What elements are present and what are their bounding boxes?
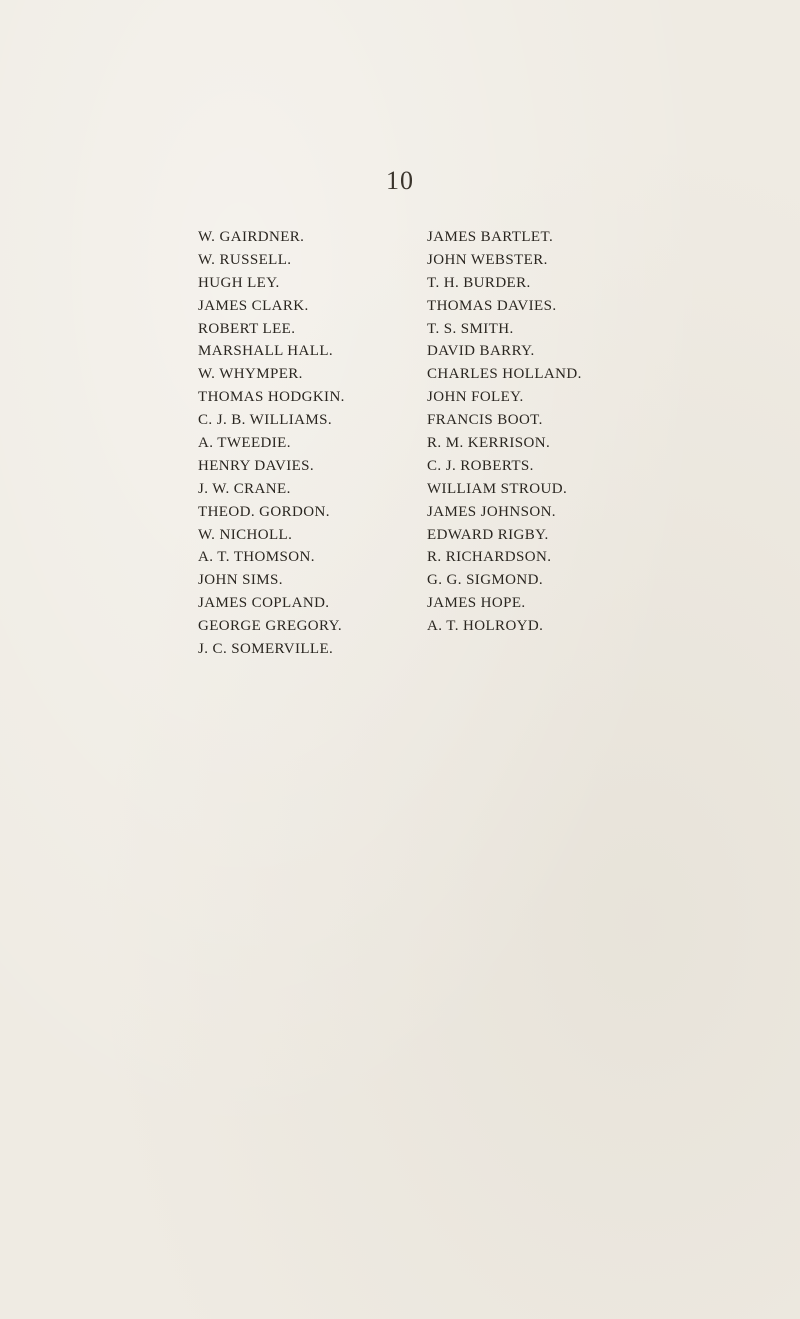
signatory-name: ROBERT LEE. bbox=[198, 320, 296, 337]
signatory-name: JAMES BARTLET. bbox=[427, 229, 554, 245]
signatory-name: JOHN FOLEY. bbox=[427, 389, 524, 406]
signatory-name: A. TWEEDIE. bbox=[198, 435, 291, 452]
signatory-name: MARSHALL HALL. bbox=[198, 343, 334, 360]
signatory-name: W. GAIRDNER. bbox=[198, 229, 305, 245]
signatory-name: JAMES COPLAND. bbox=[198, 595, 330, 612]
signatory-name: W. RUSSELL. bbox=[198, 251, 292, 268]
signatory-name: JOHN SIMS. bbox=[198, 572, 283, 589]
signatory-name: GEORGE GREGORY. bbox=[198, 618, 343, 635]
signatory-name: G. G. SIGMOND. bbox=[427, 572, 544, 589]
signatory-name: JAMES CLARK. bbox=[198, 297, 309, 314]
signatory-name: HENRY DAVIES. bbox=[198, 457, 315, 474]
signatory-name: J. W. CRANE. bbox=[198, 480, 291, 497]
signatory-name: T. S. SMITH. bbox=[427, 320, 514, 337]
signatory-name: THEOD. GORDON. bbox=[198, 503, 330, 520]
signatory-name: W. NICHOLL. bbox=[198, 526, 293, 543]
signatory-name: CHARLES HOLLAND. bbox=[427, 366, 582, 383]
signatory-name: EDWARD RIGBY. bbox=[427, 526, 549, 543]
signatory-name: C. J. B. WILLIAMS. bbox=[198, 412, 333, 429]
signatory-name: FRANCIS BOOT. bbox=[427, 412, 543, 429]
signatory-list bbox=[198, 226, 627, 661]
signatory-name: JAMES HOPE. bbox=[427, 595, 526, 612]
signatory-name: JOHN WEBSTER. bbox=[427, 251, 548, 268]
signatory-name: THOMAS DAVIES. bbox=[427, 297, 557, 314]
signatory-name: A. T. THOMSON. bbox=[198, 549, 315, 566]
signatory-name: W. WHYMPER. bbox=[198, 366, 303, 383]
signatory-name: A. T. HOLROYD. bbox=[427, 618, 544, 635]
page-number: 10 bbox=[386, 166, 414, 195]
signatory-name: R. M. KERRISON. bbox=[427, 435, 551, 452]
signatory-name: THOMAS HODGKIN. bbox=[198, 389, 345, 406]
signatory-name: J. C. SOMERVILLE. bbox=[198, 641, 334, 658]
signatory-name: WILLIAM STROUD. bbox=[427, 480, 568, 497]
right-column bbox=[427, 226, 627, 661]
signatory-name: DAVID BARRY. bbox=[427, 343, 535, 360]
signatory-name: JAMES JOHNSON. bbox=[427, 503, 556, 520]
left-column bbox=[198, 226, 427, 661]
signatory-name: R. RICHARDSON. bbox=[427, 549, 552, 566]
signatory-name: C. J. ROBERTS. bbox=[427, 457, 534, 474]
signatory-name: HUGH LEY. bbox=[198, 274, 280, 291]
signatory-name: T. H. BURDER. bbox=[427, 274, 531, 291]
